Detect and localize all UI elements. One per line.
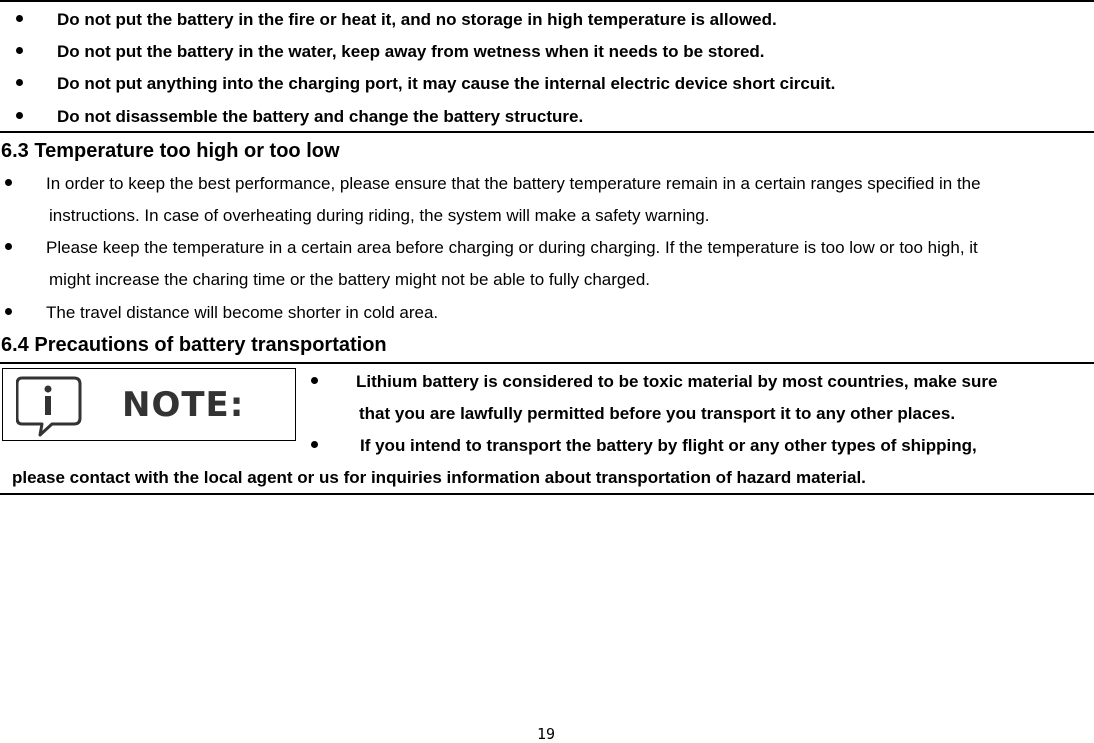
section-divider (0, 362, 1094, 364)
list-item-text: If you intend to transport the battery by flight or any other types of shipping, (360, 436, 977, 455)
list-item-text: Do not put the battery in the fire or heat it, and no storage in high temperature is allowed. (57, 10, 777, 29)
bullet-icon (16, 47, 23, 54)
section-divider (0, 131, 1094, 133)
top-rule (0, 0, 1094, 2)
bullet-icon (16, 79, 23, 86)
list-item-text: Do not put anything into the charging port, it may cause the internal electric device short circuit. (57, 74, 836, 93)
list-item-text-continued: instructions. In case of overheating during riding, the system will make a safety warning. (49, 206, 710, 225)
list-item-text: The travel distance will become shorter in cold area. (46, 303, 439, 322)
bullet-icon (16, 15, 23, 22)
note-callout (2, 368, 296, 441)
section-heading-6-3: 6.3 Temperature too high or too low (1, 140, 340, 162)
note-label: NOTE: (122, 385, 245, 425)
list-item-text-continued: that you are lawfully permitted before you transport it to any other places. (359, 404, 956, 423)
list-item-text: Please keep the temperature in a certain area before charging or during charging. If the temperature is too low or too high, it (46, 238, 978, 257)
list-item-text: Do not put the battery in the water, keep away from wetness when it needs to be stored. (57, 42, 765, 61)
list-item-text: Lithium battery is considered to be toxic material by most countries, make sure (356, 372, 998, 391)
list-item-text: In order to keep the best performance, please ensure that the battery temperature remain in a certain ranges specified in the (46, 174, 981, 193)
bullet-icon (16, 112, 23, 119)
info-speech-bubble-icon (16, 375, 86, 437)
bullet-icon (311, 441, 318, 448)
bullet-icon (5, 243, 12, 250)
page-number: 19 (537, 725, 556, 743)
list-item-text-continued: please contact with the local agent or us for inquiries information about transportation of hazard material. (12, 468, 866, 487)
bullet-icon (5, 179, 12, 186)
bottom-rule (0, 493, 1094, 495)
bullet-icon (5, 308, 12, 315)
list-item-text: Do not disassemble the battery and change the battery structure. (57, 107, 584, 126)
section-heading-6-4: 6.4 Precautions of battery transportation (1, 334, 387, 356)
list-item-text-continued: might increase the charing time or the battery might not be able to fully charged. (49, 270, 650, 289)
bullet-icon (311, 377, 318, 384)
